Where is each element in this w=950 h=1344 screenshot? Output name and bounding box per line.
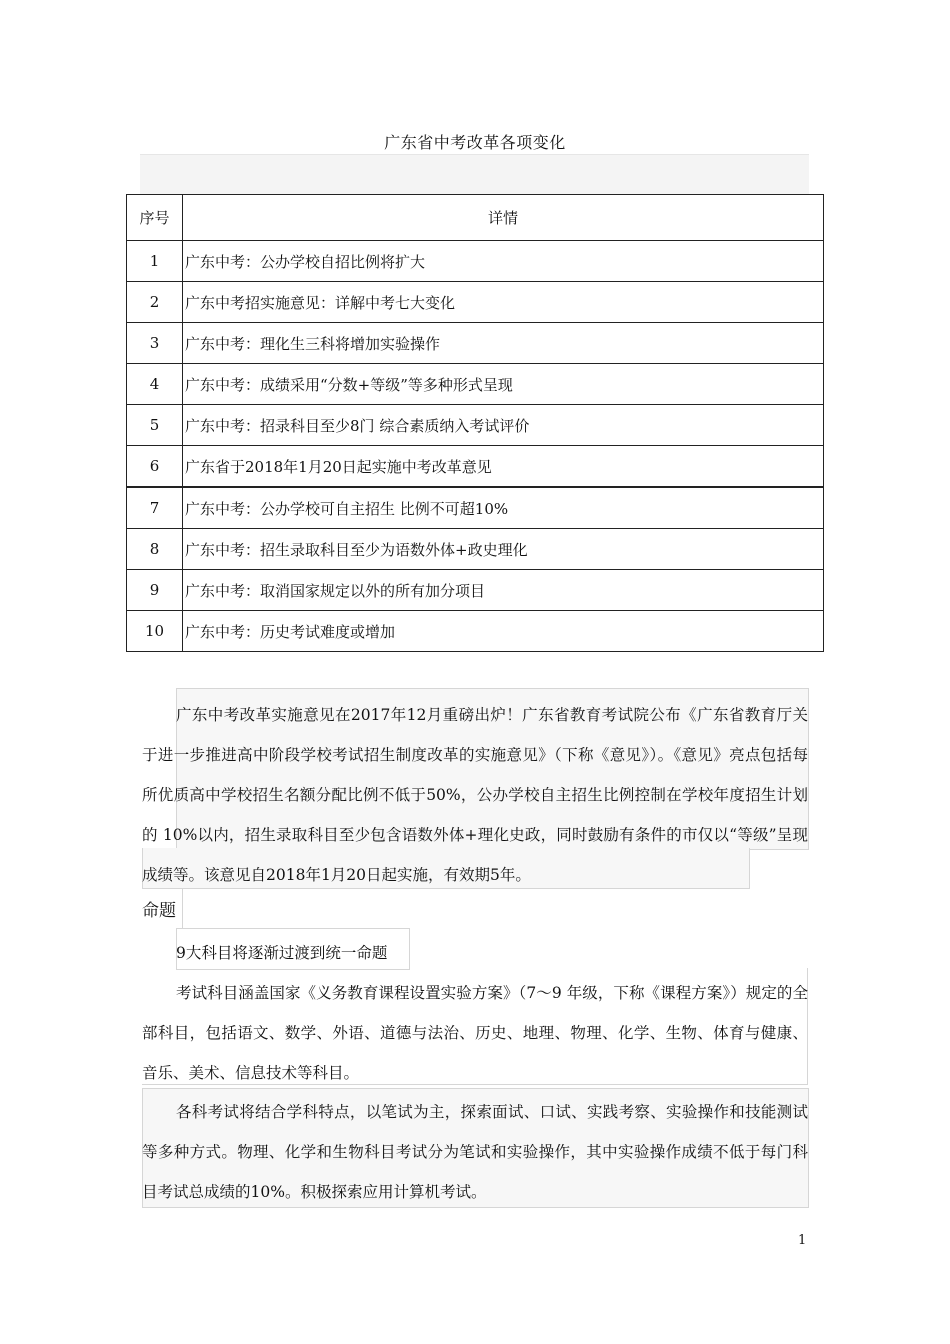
table-row <box>127 405 824 446</box>
table-row <box>127 282 824 323</box>
table-row <box>127 487 824 529</box>
row-detail: 广东中考：公办学校可自主招生 比例不可超10% <box>183 487 824 529</box>
table-row <box>127 323 824 364</box>
table-row <box>127 529 824 570</box>
header-detail: 详情 <box>183 195 824 241</box>
row-detail: 广东中考招实施意见：详解中考七大变化 <box>183 282 824 323</box>
row-no: 2 <box>127 282 183 323</box>
row-detail: 广东中考：公办学校自招比例将扩大 <box>183 241 824 282</box>
row-detail: 广东中考：成绩采用“分数+等级”等多种形式呈现 <box>183 364 824 405</box>
paragraph-subjects: 考试科目涵盖国家《义务教育课程设置实验方案》（7～9 年级，下称《课程方案》）规定的全部科目，包括语文、数学、外语、道德与法治、历史、地理、物理、化学、生物、体育与健康、音乐、美术、信息技术等科目。 <box>142 984 808 1082</box>
section-heading: 命题 <box>142 901 176 921</box>
row-detail: 广东中考：取消国家规定以外的所有加分项目 <box>183 570 824 611</box>
paragraph-exam-methods: 各科考试将结合学科特点，以笔试为主，探索面试、口试、实践考察、实验操作和技能测试等多种方式。物理、化学和生物科目考试分为笔试和实验操作，其中实验操作成绩不低于每门科目考试总成绩的10%。积极探索应用计算机考试。 <box>142 1103 808 1201</box>
page-number: 1 <box>798 1233 807 1248</box>
table-row <box>127 241 824 282</box>
row-no: 6 <box>127 446 183 488</box>
header-no: 序号 <box>127 195 183 241</box>
table-row <box>127 364 824 405</box>
table-row <box>127 611 824 652</box>
document-title: 广东省中考改革各项变化 <box>384 133 566 152</box>
row-no: 1 <box>127 241 183 282</box>
row-no: 8 <box>127 529 183 570</box>
row-no: 9 <box>127 570 183 611</box>
row-detail: 广东中考：招生录取科目至少为语数外体+政史理化 <box>183 529 824 570</box>
row-no: 5 <box>127 405 183 446</box>
title-band <box>140 154 809 195</box>
subheading: 9大科目将逐渐过渡到统一命题 <box>176 944 388 962</box>
row-no: 3 <box>127 323 183 364</box>
table-row <box>127 570 824 611</box>
row-detail: 广东中考：招录科目至少8门 综合素质纳入考试评价 <box>183 405 824 446</box>
table-row <box>127 446 824 488</box>
row-detail: 广东中考：理化生三科将增加实验操作 <box>183 323 824 364</box>
table-header-row <box>127 195 824 241</box>
row-no: 4 <box>127 364 183 405</box>
row-detail: 广东中考：历史考试难度或增加 <box>183 611 824 652</box>
row-no: 10 <box>127 611 183 652</box>
changes-table <box>126 194 824 652</box>
row-detail: 广东省于2018年1月20日起实施中考改革意见 <box>183 446 824 488</box>
row-no: 7 <box>127 487 183 529</box>
intro-paragraph: 广东中考改革实施意见在2017年12月重磅出炉！广东省教育考试院公布《广东省教育厅关于进一步推进高中阶段学校考试招生制度改革的实施意见》（下称《意见》）。《意见》亮点包括每所优质高中学校招生名额分配比例不低于50%，公办学校自主招生比例控制在学校年度招生计划的 10%以内，招生录取科目至少包含语数外体+理化史政，同时鼓励有条件的市仅以“等级”呈现成绩等。该意见自2018年1月20日起实施，有效期5年。 <box>142 706 808 884</box>
